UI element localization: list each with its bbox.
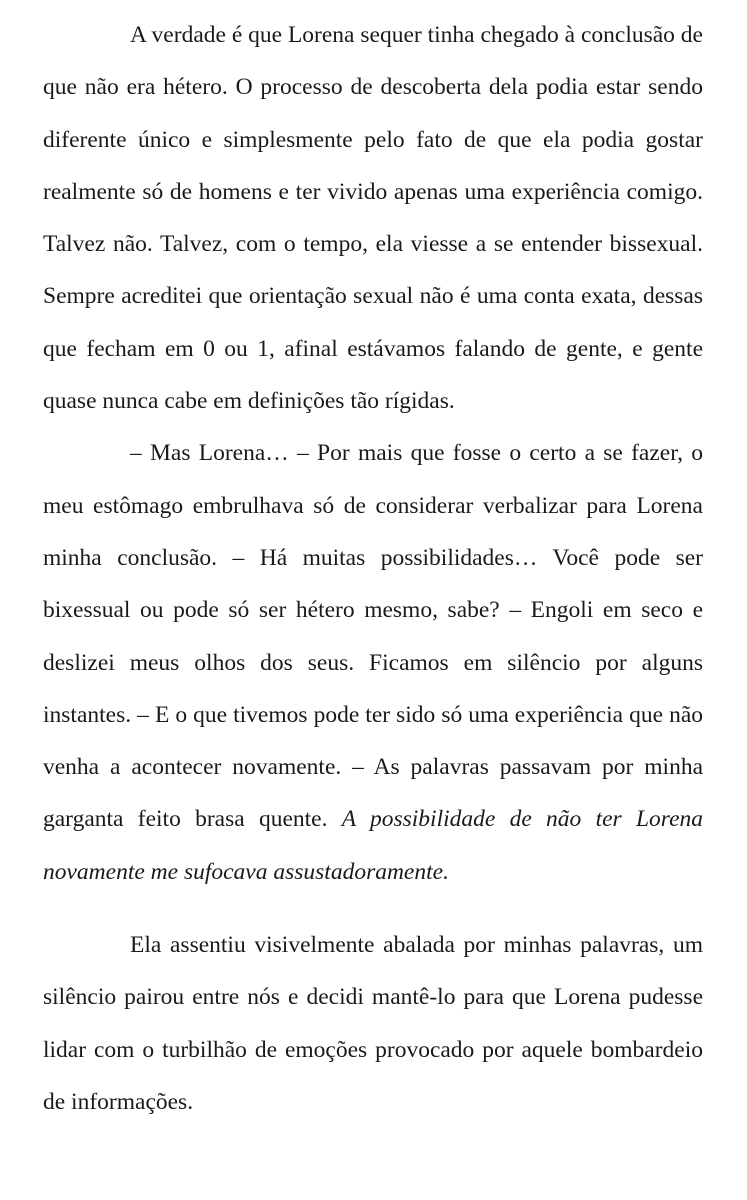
- paragraph-3-text: Ela assentiu visivelmente abalada por minhas palavras, um silêncio pairou entre nós e decidi mantê-lo para que Lorena pudesse lidar com o turbilhão de emoções provocado por aquele bombardeio de informações.: [43, 932, 703, 1115]
- paragraph-1: [43, 9, 703, 427]
- book-page: [43, 9, 703, 1128]
- paragraph-3: [43, 919, 703, 1128]
- paragraph-1-text: A verdade é que Lorena sequer tinha chegado à conclusão de que não era hétero. O processo de descoberta dela podia estar sendo diferente único e simplesmente pelo fato de que ela podia gostar realmente só de homens e ter vivido apenas uma experiência comigo. Talvez não. Talvez, com o tempo, ela viesse a se entender bissexual. Sempre acreditei que orientação sexual não é uma conta exata, dessas que fecham em 0 ou 1, afinal estávamos falando de gente, e gente quase nunca cabe em definições tão rígidas.: [43, 22, 703, 415]
- paragraph-2-italic-text: A possibilidade de não ter Lorena novamente me sufocava assustadoramente.: [43, 806, 703, 885]
- paragraph-2: [43, 427, 703, 898]
- paragraph-2-text: – Mas Lorena… – Por mais que fosse o certo a se fazer, o meu estômago embrulhava só de considerar verbalizar para Lorena minha conclusão. – Há muitas possibilidades… Você pode ser bixessual ou pode só ser hétero mesmo, sabe? – Engoli em seco e deslizei meus olhos dos seus. Ficamos em silêncio por alguns instantes. – E o que tivemos pode ter sido só uma experiência que não venha a acontecer novamente. – As palavras passavam por minha garganta feito brasa quente.: [43, 440, 703, 833]
